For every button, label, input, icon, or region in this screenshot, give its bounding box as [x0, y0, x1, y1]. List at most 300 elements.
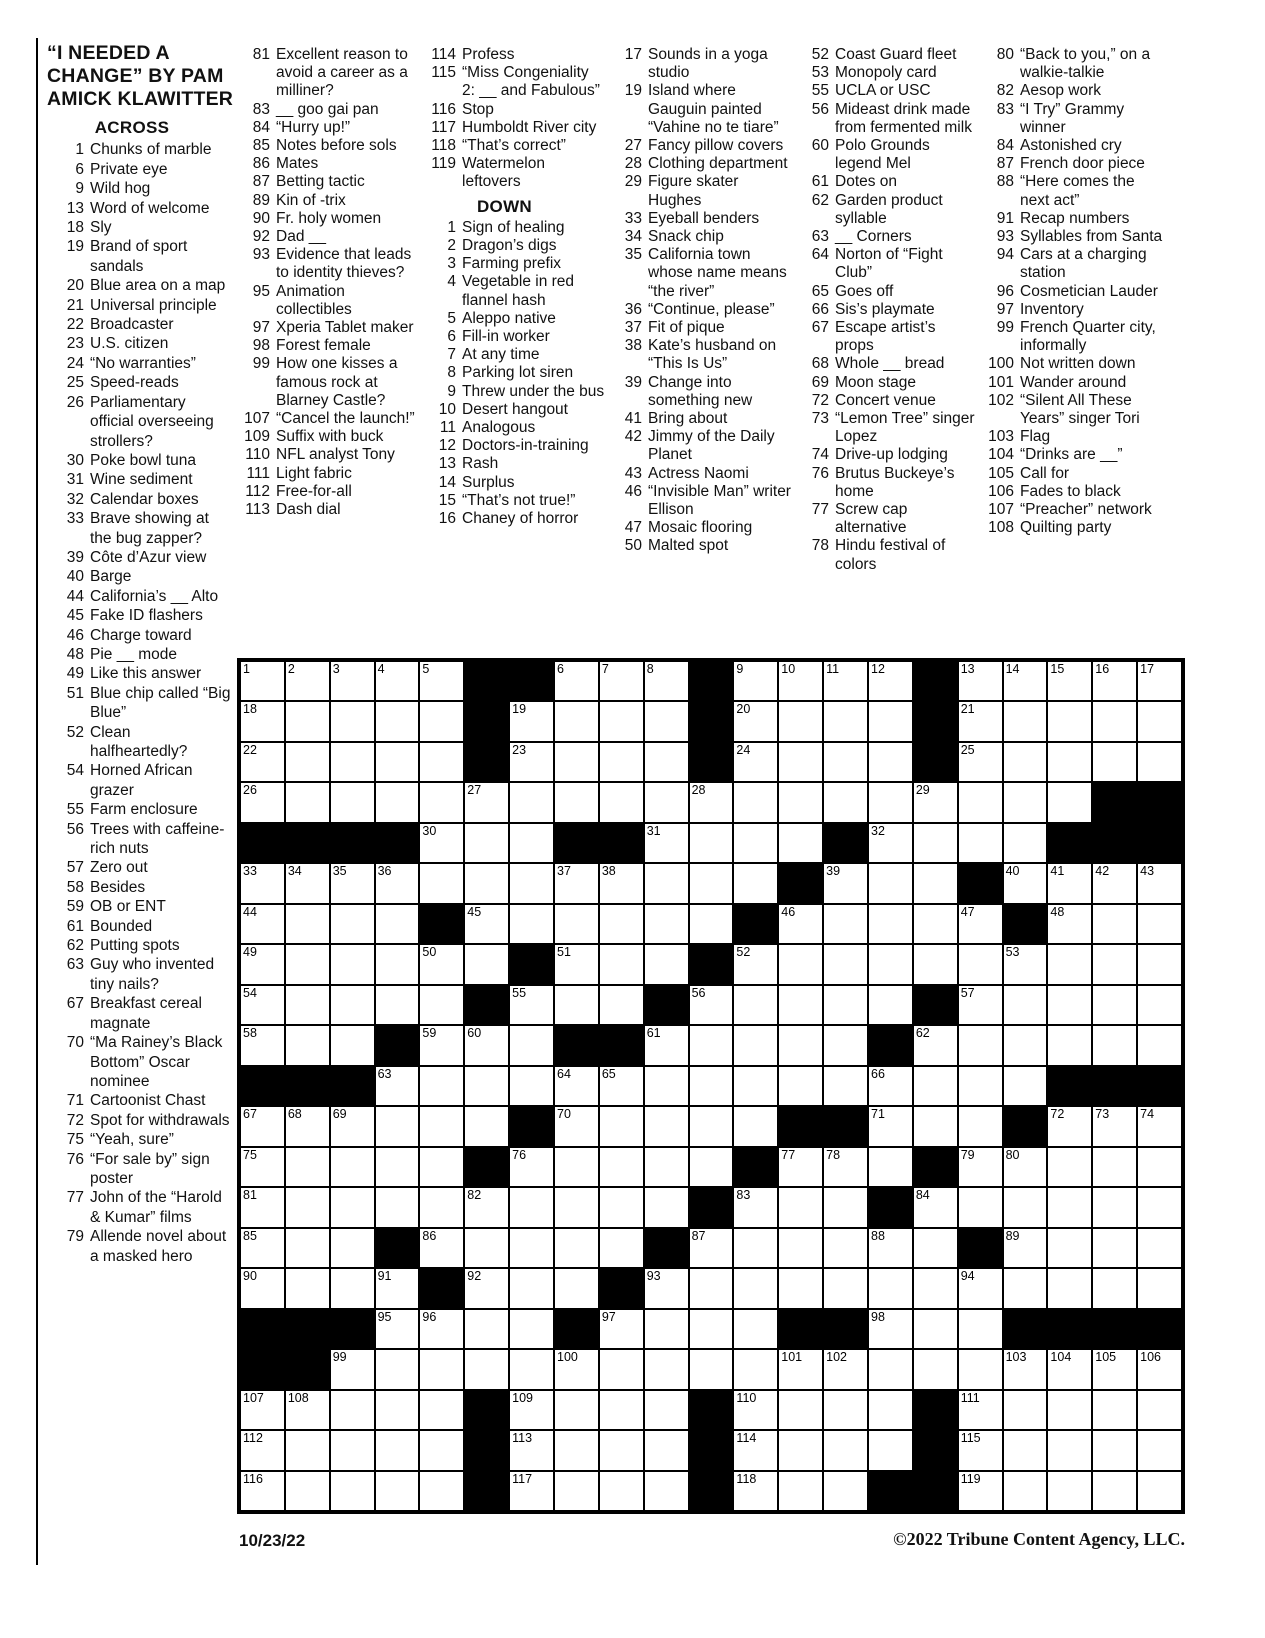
grid-cell[interactable]: [285, 985, 330, 1025]
grid-cell[interactable]: [554, 701, 599, 741]
grid-cell[interactable]: [330, 944, 375, 984]
grid-cell[interactable]: [1137, 1147, 1182, 1187]
grid-cell[interactable]: [330, 1025, 375, 1065]
grid-cell[interactable]: [1047, 1187, 1092, 1227]
grid-cell[interactable]: [285, 1471, 330, 1511]
grid-cell[interactable]: [509, 701, 554, 741]
grid-cell[interactable]: [644, 782, 689, 822]
grid-cell[interactable]: [958, 1187, 1003, 1227]
grid-cell[interactable]: [733, 985, 778, 1025]
grid-cell[interactable]: [554, 1430, 599, 1470]
grid-cell[interactable]: [464, 944, 509, 984]
grid-cell[interactable]: [913, 782, 958, 822]
grid-cell[interactable]: [644, 823, 689, 863]
grid-cell[interactable]: [689, 823, 734, 863]
grid-cell[interactable]: [868, 1228, 913, 1268]
grid-cell[interactable]: [240, 782, 285, 822]
grid-cell[interactable]: [689, 904, 734, 944]
grid-cell[interactable]: [285, 1390, 330, 1430]
grid-cell[interactable]: [1003, 782, 1048, 822]
grid-cell[interactable]: [419, 1106, 464, 1146]
grid-cell[interactable]: [1047, 1390, 1092, 1430]
grid-cell[interactable]: [554, 1471, 599, 1511]
grid-cell[interactable]: [375, 1106, 420, 1146]
grid-cell[interactable]: [1092, 1228, 1137, 1268]
grid-cell[interactable]: [644, 1390, 689, 1430]
grid-cell[interactable]: [240, 863, 285, 903]
grid-cell[interactable]: [330, 1349, 375, 1389]
grid-cell[interactable]: [419, 1390, 464, 1430]
grid-cell[interactable]: [419, 701, 464, 741]
grid-cell[interactable]: [1092, 1349, 1137, 1389]
grid-cell[interactable]: [733, 1066, 778, 1106]
grid-cell[interactable]: [554, 904, 599, 944]
grid-cell[interactable]: [554, 1106, 599, 1146]
grid-cell[interactable]: [285, 661, 330, 701]
grid-cell[interactable]: [644, 944, 689, 984]
grid-cell[interactable]: [1092, 1025, 1137, 1065]
grid-cell[interactable]: [554, 985, 599, 1025]
grid-cell[interactable]: [240, 1430, 285, 1470]
grid-cell[interactable]: [778, 985, 823, 1025]
grid-cell[interactable]: [913, 1349, 958, 1389]
grid-cell[interactable]: [599, 1471, 644, 1511]
grid-cell[interactable]: [464, 1349, 509, 1389]
grid-cell[interactable]: [823, 1066, 868, 1106]
grid-cell[interactable]: [1003, 1349, 1048, 1389]
grid-cell[interactable]: [509, 1228, 554, 1268]
grid-cell[interactable]: [240, 1390, 285, 1430]
grid-cell[interactable]: [868, 1268, 913, 1308]
grid-cell[interactable]: [689, 1309, 734, 1349]
grid-cell[interactable]: [599, 742, 644, 782]
grid-cell[interactable]: [599, 863, 644, 903]
grid-cell[interactable]: [554, 944, 599, 984]
grid-cell[interactable]: [1092, 944, 1137, 984]
grid-cell[interactable]: [240, 1228, 285, 1268]
grid-cell[interactable]: [1003, 1268, 1048, 1308]
grid-cell[interactable]: [464, 904, 509, 944]
grid-cell[interactable]: [554, 742, 599, 782]
grid-cell[interactable]: [1047, 944, 1092, 984]
grid-cell[interactable]: [644, 1025, 689, 1065]
grid-cell[interactable]: [554, 863, 599, 903]
grid-cell[interactable]: [823, 1187, 868, 1227]
grid-cell[interactable]: [958, 904, 1003, 944]
grid-cell[interactable]: [240, 1025, 285, 1065]
grid-cell[interactable]: [464, 1228, 509, 1268]
grid-cell[interactable]: [1003, 1390, 1048, 1430]
grid-cell[interactable]: [554, 1147, 599, 1187]
grid-cell[interactable]: [554, 1228, 599, 1268]
grid-cell[interactable]: [1047, 1106, 1092, 1146]
grid-cell[interactable]: [1137, 1390, 1182, 1430]
grid-cell[interactable]: [509, 1430, 554, 1470]
grid-cell[interactable]: [419, 1309, 464, 1349]
grid-cell[interactable]: [375, 1147, 420, 1187]
grid-cell[interactable]: [689, 1147, 734, 1187]
grid-cell[interactable]: [330, 863, 375, 903]
grid-cell[interactable]: [419, 1147, 464, 1187]
grid-cell[interactable]: [285, 863, 330, 903]
grid-cell[interactable]: [1092, 1147, 1137, 1187]
grid-cell[interactable]: [1092, 1390, 1137, 1430]
grid-cell[interactable]: [464, 1025, 509, 1065]
grid-cell[interactable]: [689, 1349, 734, 1389]
grid-cell[interactable]: [330, 1268, 375, 1308]
grid-cell[interactable]: [644, 1187, 689, 1227]
grid-cell[interactable]: [778, 1228, 823, 1268]
grid-cell[interactable]: [599, 661, 644, 701]
grid-cell[interactable]: [644, 1147, 689, 1187]
grid-cell[interactable]: [733, 1471, 778, 1511]
grid-cell[interactable]: [509, 1147, 554, 1187]
grid-cell[interactable]: [1003, 1471, 1048, 1511]
grid-cell[interactable]: [375, 1268, 420, 1308]
grid-cell[interactable]: [778, 944, 823, 984]
grid-cell[interactable]: [1137, 944, 1182, 984]
grid-cell[interactable]: [464, 1268, 509, 1308]
grid-cell[interactable]: [1047, 1147, 1092, 1187]
grid-cell[interactable]: [330, 1187, 375, 1227]
grid-cell[interactable]: [733, 1228, 778, 1268]
grid-cell[interactable]: [419, 985, 464, 1025]
grid-cell[interactable]: [509, 823, 554, 863]
grid-cell[interactable]: [1003, 701, 1048, 741]
grid-cell[interactable]: [330, 985, 375, 1025]
grid-cell[interactable]: [644, 661, 689, 701]
grid-cell[interactable]: [554, 661, 599, 701]
grid-cell[interactable]: [1047, 1228, 1092, 1268]
grid-cell[interactable]: [330, 1147, 375, 1187]
grid-cell[interactable]: [419, 782, 464, 822]
grid-cell[interactable]: [958, 985, 1003, 1025]
grid-cell[interactable]: [419, 1228, 464, 1268]
grid-cell[interactable]: [913, 1066, 958, 1106]
grid-cell[interactable]: [509, 1349, 554, 1389]
grid-cell[interactable]: [1092, 904, 1137, 944]
grid-cell[interactable]: [1092, 742, 1137, 782]
grid-cell[interactable]: [913, 904, 958, 944]
grid-cell[interactable]: [599, 904, 644, 944]
grid-cell[interactable]: [868, 1309, 913, 1349]
grid-cell[interactable]: [285, 782, 330, 822]
grid-cell[interactable]: [778, 661, 823, 701]
grid-cell[interactable]: [240, 661, 285, 701]
grid-cell[interactable]: [285, 1187, 330, 1227]
grid-cell[interactable]: [240, 944, 285, 984]
grid-cell[interactable]: [778, 904, 823, 944]
grid-cell[interactable]: [868, 742, 913, 782]
grid-cell[interactable]: [375, 1066, 420, 1106]
grid-cell[interactable]: [1092, 661, 1137, 701]
grid-cell[interactable]: [419, 742, 464, 782]
grid-cell[interactable]: [689, 1268, 734, 1308]
grid-cell[interactable]: [733, 1106, 778, 1146]
grid-cell[interactable]: [1137, 985, 1182, 1025]
grid-cell[interactable]: [375, 1390, 420, 1430]
grid-cell[interactable]: [1137, 1187, 1182, 1227]
grid-cell[interactable]: [419, 1430, 464, 1470]
grid-cell[interactable]: [733, 1025, 778, 1065]
grid-cell[interactable]: [689, 1025, 734, 1065]
grid-cell[interactable]: [689, 863, 734, 903]
grid-cell[interactable]: [375, 904, 420, 944]
grid-cell[interactable]: [554, 1349, 599, 1389]
grid-cell[interactable]: [464, 782, 509, 822]
grid-cell[interactable]: [913, 944, 958, 984]
grid-cell[interactable]: [1003, 661, 1048, 701]
grid-cell[interactable]: [285, 944, 330, 984]
grid-cell[interactable]: [1092, 985, 1137, 1025]
grid-cell[interactable]: [823, 661, 868, 701]
grid-cell[interactable]: [554, 1187, 599, 1227]
grid-cell[interactable]: [554, 1066, 599, 1106]
grid-cell[interactable]: [1047, 742, 1092, 782]
grid-cell[interactable]: [554, 1268, 599, 1308]
grid-cell[interactable]: [778, 1471, 823, 1511]
grid-cell[interactable]: [958, 1349, 1003, 1389]
grid-cell[interactable]: [599, 1187, 644, 1227]
grid-cell[interactable]: [330, 701, 375, 741]
grid-cell[interactable]: [464, 1066, 509, 1106]
grid-cell[interactable]: [823, 863, 868, 903]
grid-cell[interactable]: [1003, 863, 1048, 903]
grid-cell[interactable]: [464, 863, 509, 903]
grid-cell[interactable]: [240, 985, 285, 1025]
grid-cell[interactable]: [778, 701, 823, 741]
grid-cell[interactable]: [958, 782, 1003, 822]
grid-cell[interactable]: [778, 1066, 823, 1106]
grid-cell[interactable]: [733, 742, 778, 782]
grid-cell[interactable]: [823, 782, 868, 822]
grid-cell[interactable]: [778, 1430, 823, 1470]
grid-cell[interactable]: [240, 701, 285, 741]
grid-cell[interactable]: [554, 782, 599, 822]
grid-cell[interactable]: [375, 1309, 420, 1349]
grid-cell[interactable]: [913, 1228, 958, 1268]
grid-cell[interactable]: [1003, 1187, 1048, 1227]
grid-cell[interactable]: [599, 701, 644, 741]
grid-cell[interactable]: [733, 782, 778, 822]
grid-cell[interactable]: [1137, 1349, 1182, 1389]
grid-cell[interactable]: [644, 701, 689, 741]
grid-cell[interactable]: [1047, 1025, 1092, 1065]
grid-cell[interactable]: [1003, 1066, 1048, 1106]
grid-cell[interactable]: [1137, 661, 1182, 701]
grid-cell[interactable]: [958, 1471, 1003, 1511]
grid-cell[interactable]: [913, 1106, 958, 1146]
grid-cell[interactable]: [509, 1309, 554, 1349]
grid-cell[interactable]: [958, 661, 1003, 701]
grid-cell[interactable]: [778, 782, 823, 822]
grid-cell[interactable]: [1137, 904, 1182, 944]
grid-cell[interactable]: [1003, 1025, 1048, 1065]
grid-cell[interactable]: [1137, 863, 1182, 903]
grid-cell[interactable]: [599, 1349, 644, 1389]
grid-cell[interactable]: [868, 1066, 913, 1106]
grid-cell[interactable]: [1092, 701, 1137, 741]
grid-cell[interactable]: [913, 1025, 958, 1065]
grid-cell[interactable]: [958, 1268, 1003, 1308]
grid-cell[interactable]: [509, 742, 554, 782]
grid-cell[interactable]: [823, 1268, 868, 1308]
grid-cell[interactable]: [868, 1349, 913, 1389]
grid-cell[interactable]: [868, 944, 913, 984]
grid-cell[interactable]: [599, 1390, 644, 1430]
grid-cell[interactable]: [868, 985, 913, 1025]
grid-cell[interactable]: [778, 1349, 823, 1389]
grid-cell[interactable]: [1047, 701, 1092, 741]
grid-cell[interactable]: [644, 1106, 689, 1146]
grid-cell[interactable]: [868, 1430, 913, 1470]
grid-cell[interactable]: [330, 661, 375, 701]
grid-cell[interactable]: [644, 1430, 689, 1470]
grid-cell[interactable]: [868, 1106, 913, 1146]
grid-cell[interactable]: [464, 1106, 509, 1146]
grid-cell[interactable]: [1092, 1268, 1137, 1308]
grid-cell[interactable]: [509, 863, 554, 903]
grid-cell[interactable]: [733, 863, 778, 903]
grid-cell[interactable]: [240, 904, 285, 944]
grid-cell[interactable]: [778, 1147, 823, 1187]
grid-cell[interactable]: [554, 1390, 599, 1430]
grid-cell[interactable]: [823, 1471, 868, 1511]
grid-cell[interactable]: [240, 1471, 285, 1511]
grid-cell[interactable]: [958, 1309, 1003, 1349]
grid-cell[interactable]: [464, 1309, 509, 1349]
grid-cell[interactable]: [958, 1390, 1003, 1430]
grid-cell[interactable]: [419, 1025, 464, 1065]
grid-cell[interactable]: [778, 1390, 823, 1430]
grid-cell[interactable]: [913, 1309, 958, 1349]
grid-cell[interactable]: [823, 904, 868, 944]
grid-cell[interactable]: [689, 1106, 734, 1146]
grid-cell[interactable]: [240, 1187, 285, 1227]
grid-cell[interactable]: [285, 1228, 330, 1268]
grid-cell[interactable]: [375, 701, 420, 741]
grid-cell[interactable]: [868, 1390, 913, 1430]
grid-cell[interactable]: [868, 863, 913, 903]
grid-cell[interactable]: [1047, 1349, 1092, 1389]
grid-cell[interactable]: [1003, 944, 1048, 984]
grid-cell[interactable]: [330, 904, 375, 944]
grid-cell[interactable]: [375, 944, 420, 984]
grid-cell[interactable]: [778, 1268, 823, 1308]
grid-cell[interactable]: [509, 1187, 554, 1227]
grid-cell[interactable]: [823, 742, 868, 782]
grid-cell[interactable]: [509, 1066, 554, 1106]
grid-cell[interactable]: [1047, 904, 1092, 944]
grid-cell[interactable]: [689, 985, 734, 1025]
grid-cell[interactable]: [599, 782, 644, 822]
grid-cell[interactable]: [823, 1430, 868, 1470]
grid-cell[interactable]: [285, 1430, 330, 1470]
grid-cell[interactable]: [509, 904, 554, 944]
grid-cell[interactable]: [644, 742, 689, 782]
grid-cell[interactable]: [958, 1106, 1003, 1146]
grid-cell[interactable]: [330, 1390, 375, 1430]
grid-cell[interactable]: [1047, 1430, 1092, 1470]
grid-cell[interactable]: [464, 823, 509, 863]
grid-cell[interactable]: [375, 661, 420, 701]
grid-cell[interactable]: [419, 1066, 464, 1106]
grid-cell[interactable]: [958, 1147, 1003, 1187]
grid-cell[interactable]: [375, 1349, 420, 1389]
grid-cell[interactable]: [868, 782, 913, 822]
grid-cell[interactable]: [509, 1471, 554, 1511]
grid-cell[interactable]: [733, 661, 778, 701]
grid-cell[interactable]: [599, 1430, 644, 1470]
grid-cell[interactable]: [958, 1066, 1003, 1106]
grid-cell[interactable]: [958, 1025, 1003, 1065]
grid-cell[interactable]: [1092, 863, 1137, 903]
grid-cell[interactable]: [778, 1025, 823, 1065]
grid-cell[interactable]: [375, 1187, 420, 1227]
grid-cell[interactable]: [419, 661, 464, 701]
grid-cell[interactable]: [1003, 985, 1048, 1025]
grid-cell[interactable]: [733, 1187, 778, 1227]
grid-cell[interactable]: [240, 742, 285, 782]
grid-cell[interactable]: [1003, 742, 1048, 782]
grid-cell[interactable]: [1092, 1430, 1137, 1470]
grid-cell[interactable]: [1047, 985, 1092, 1025]
grid-cell[interactable]: [375, 863, 420, 903]
grid-cell[interactable]: [464, 1187, 509, 1227]
grid-cell[interactable]: [1092, 1187, 1137, 1227]
grid-cell[interactable]: [644, 863, 689, 903]
grid-cell[interactable]: [733, 701, 778, 741]
grid-cell[interactable]: [509, 985, 554, 1025]
grid-cell[interactable]: [913, 823, 958, 863]
grid-cell[interactable]: [1047, 661, 1092, 701]
grid-cell[interactable]: [419, 863, 464, 903]
grid-cell[interactable]: [733, 1430, 778, 1470]
grid-cell[interactable]: [778, 823, 823, 863]
grid-cell[interactable]: [913, 863, 958, 903]
grid-cell[interactable]: [330, 1471, 375, 1511]
grid-cell[interactable]: [778, 1187, 823, 1227]
grid-cell[interactable]: [599, 944, 644, 984]
grid-cell[interactable]: [689, 782, 734, 822]
grid-cell[interactable]: [330, 742, 375, 782]
grid-cell[interactable]: [1137, 1228, 1182, 1268]
grid-cell[interactable]: [240, 1147, 285, 1187]
grid-cell[interactable]: [285, 1025, 330, 1065]
grid-cell[interactable]: [1003, 1147, 1048, 1187]
grid-cell[interactable]: [1047, 863, 1092, 903]
grid-cell[interactable]: [823, 1025, 868, 1065]
grid-cell[interactable]: [419, 1349, 464, 1389]
grid-cell[interactable]: [419, 823, 464, 863]
grid-cell[interactable]: [599, 985, 644, 1025]
grid-cell[interactable]: [644, 1066, 689, 1106]
grid-cell[interactable]: [1047, 1268, 1092, 1308]
grid-cell[interactable]: [1047, 1471, 1092, 1511]
grid-cell[interactable]: [823, 1228, 868, 1268]
grid-cell[interactable]: [285, 701, 330, 741]
grid-cell[interactable]: [509, 782, 554, 822]
grid-cell[interactable]: [733, 1390, 778, 1430]
grid-cell[interactable]: [913, 1187, 958, 1227]
grid-cell[interactable]: [823, 1349, 868, 1389]
grid-cell[interactable]: [823, 985, 868, 1025]
grid-cell[interactable]: [778, 742, 823, 782]
grid-cell[interactable]: [1137, 1430, 1182, 1470]
grid-cell[interactable]: [644, 1309, 689, 1349]
grid-cell[interactable]: [644, 904, 689, 944]
grid-cell[interactable]: [733, 823, 778, 863]
